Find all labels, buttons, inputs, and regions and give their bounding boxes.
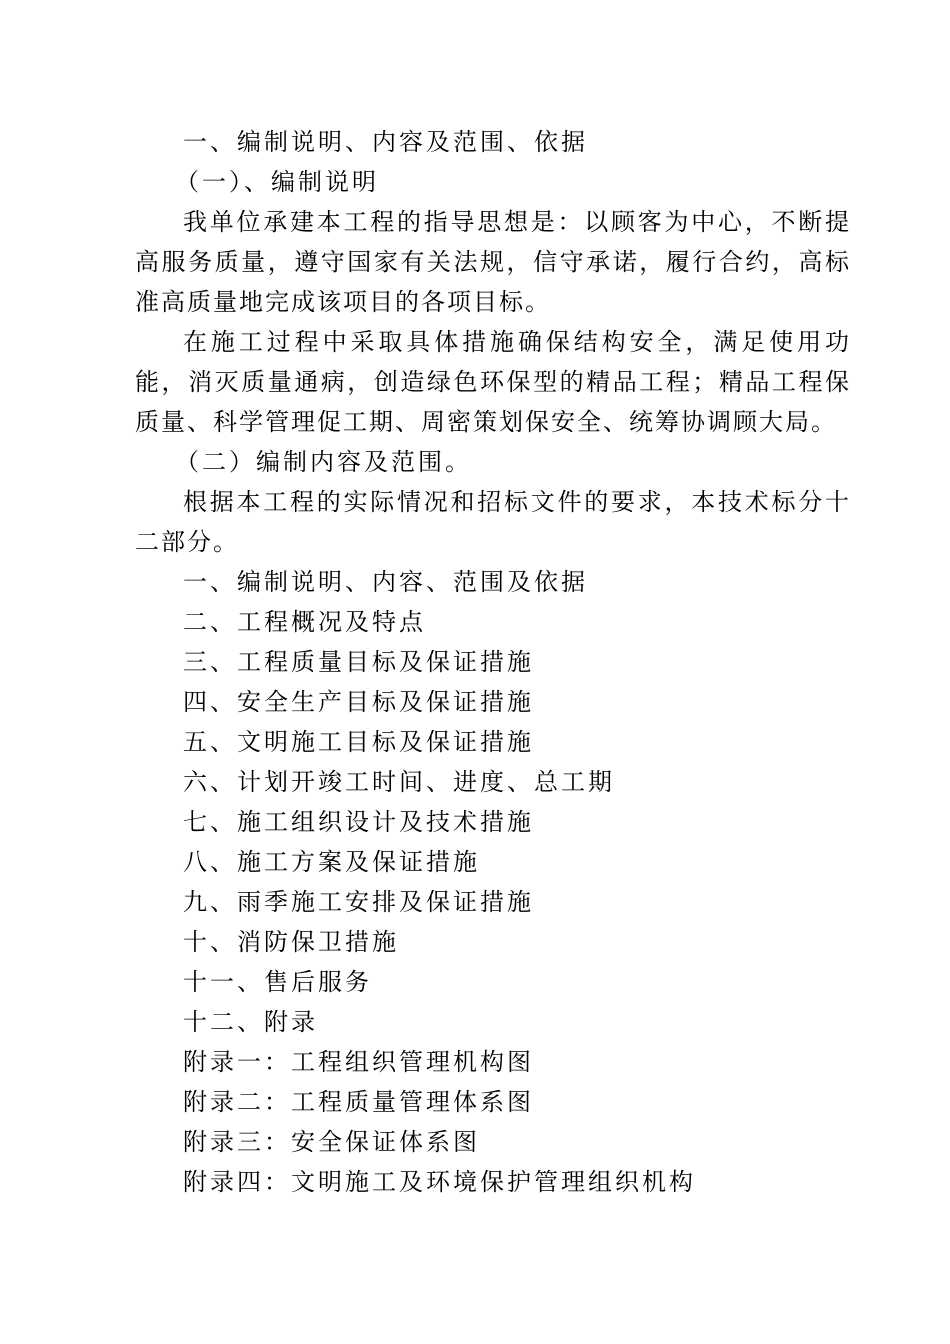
toc-item: 五、文明施工目标及保证措施 [183,728,534,756]
subsection-heading-compilation-notes: （一）、编制说明 [175,168,379,196]
toc-item: 七、施工组织设计及技术措施 [183,808,534,836]
toc-item: 八、施工方案及保证措施 [183,848,480,876]
appendix-item: 附录三：安全保证体系图 [183,1128,480,1156]
section-heading: 一、编制说明、内容及范围、依据 [183,128,588,156]
toc-item: 一、编制说明、内容、范围及依据 [183,568,588,596]
toc-item: 十、消防保卫措施 [183,928,399,956]
appendix-item: 附录一：工程组织管理机构图 [183,1048,534,1076]
document-body [135,122,851,1202]
appendix-item: 附录二：工程质量管理体系图 [183,1088,534,1116]
paragraph-twelve-parts: 根据本工程的实际情况和招标文件的要求，本技术标分十二部分。 [135,488,851,556]
paragraph-guiding-idea: 我单位承建本工程的指导思想是：以顾客为中心，不断提高服务质量，遵守国家有关法规，信守承诺，履行合约，高标准高质量地完成该项目的各项目标。 [135,208,851,316]
toc-item: 四、安全生产目标及保证措施 [183,688,534,716]
subsection-heading-content-scope: （二）编制内容及范围。 [175,448,472,476]
toc-item: 十二、附录 [183,1008,318,1036]
toc-item: 九、雨季施工安排及保证措施 [183,888,534,916]
toc-list [135,562,851,1202]
toc-item: 二、工程概况及特点 [183,608,426,636]
toc-item: 六、计划开竣工时间、进度、总工期 [183,768,615,796]
toc-item: 十一、售后服务 [183,968,372,996]
appendix-item: 附录四：文明施工及环境保护管理组织机构 [183,1168,696,1196]
toc-item: 三、工程质量目标及保证措施 [183,648,534,676]
paragraph-construction-measures: 在施工过程中采取具体措施确保结构安全，满足使用功能，消灭质量通病，创造绿色环保型的精品工程；精品工程保质量、科学管理促工期、周密策划保安全、统筹协调顾大局。 [135,328,851,436]
